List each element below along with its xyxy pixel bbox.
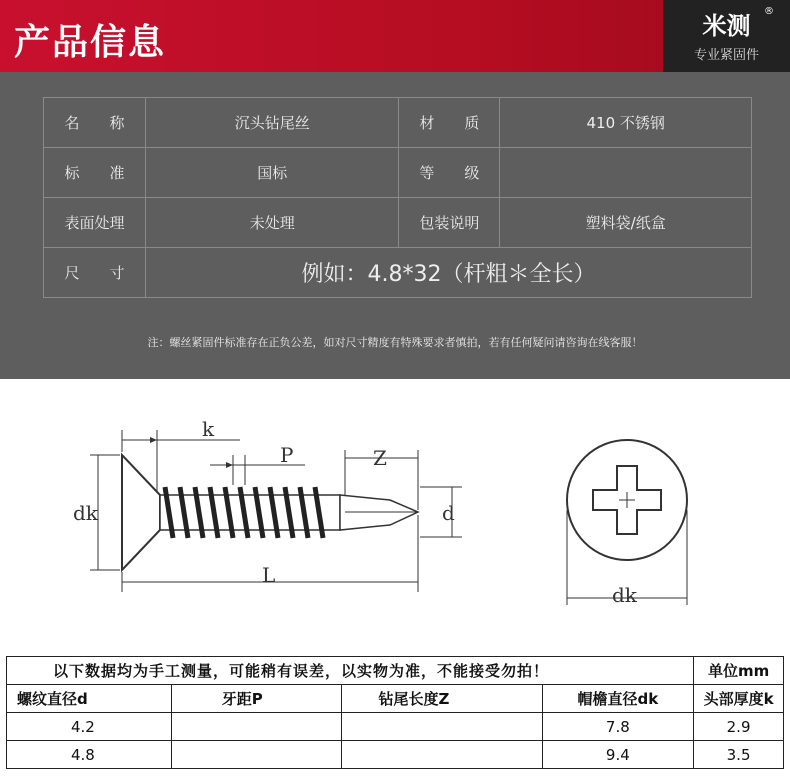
- cell-d: 4.2: [7, 713, 172, 741]
- table-row: [7, 713, 784, 741]
- surface-value: 未处理: [145, 198, 399, 248]
- cell-p: [171, 741, 342, 769]
- header-drill-length: 钻尾长度Z: [342, 685, 542, 713]
- label-l: L: [262, 563, 276, 587]
- label-dk: dk: [73, 501, 98, 525]
- spec-row: [44, 248, 752, 298]
- header-head-thickness: 头部厚度k: [694, 685, 784, 713]
- brand-subtitle: 专业紧固件: [693, 48, 759, 63]
- cell-d: 4.8: [7, 741, 172, 769]
- package-label: 包装说明: [399, 198, 500, 248]
- header-thread-diameter: 螺纹直径d: [7, 685, 172, 713]
- spec-row: [44, 198, 752, 248]
- dimension-table: [6, 656, 784, 769]
- size-label: 尺 寸: [44, 248, 146, 298]
- product-info-panel: [0, 72, 790, 379]
- standard-label: 标 准: [44, 148, 146, 198]
- name-label: 名 称: [44, 98, 146, 148]
- header-head-diameter: 帽檐直径dk: [542, 685, 694, 713]
- grade-label: 等 级: [399, 148, 500, 198]
- header-banner: [0, 0, 790, 72]
- label-d: d: [442, 501, 455, 525]
- brand-logo: [663, 0, 790, 72]
- dimension-note: 以下数据均为手工测量，可能稍有误差，以实物为准，不能接受勿拍！: [7, 657, 694, 685]
- brand-name: 米测: [702, 12, 751, 40]
- grade-value: [500, 148, 752, 198]
- label-p: P: [280, 443, 294, 467]
- label-z: Z: [373, 446, 387, 470]
- material-label: 材 质: [399, 98, 500, 148]
- name-value: 沉头钻尾丝: [145, 98, 399, 148]
- unit-label: 单位mm: [694, 657, 784, 685]
- top-view: [567, 440, 687, 605]
- page-title: 产品信息: [14, 22, 167, 63]
- spec-row: [44, 148, 752, 198]
- table-row: [7, 741, 784, 769]
- cell-z: [342, 741, 542, 769]
- cell-dk: 7.8: [542, 713, 694, 741]
- screw-diagram: [0, 400, 790, 630]
- surface-label: 表面处理: [44, 198, 146, 248]
- dimension-note-row: [7, 657, 784, 685]
- cell-k: 3.5: [694, 741, 784, 769]
- cell-k: 2.9: [694, 713, 784, 741]
- material-value: 410 不锈钢: [500, 98, 752, 148]
- side-view: [90, 430, 462, 592]
- header-pitch: 牙距P: [171, 685, 342, 713]
- dimension-header-row: [7, 685, 784, 713]
- spec-row: [44, 98, 752, 148]
- cell-z: [342, 713, 542, 741]
- label-k: k: [202, 417, 215, 441]
- cell-dk: 9.4: [542, 741, 694, 769]
- label-dk-top: dk: [612, 583, 637, 607]
- tolerance-note: 注：螺丝紧固件标准存在正负公差，如对尺寸精度有特殊要求者慎拍，若有任何疑问请咨询在线客服！: [147, 336, 643, 349]
- standard-value: 国标: [145, 148, 399, 198]
- cell-p: [171, 713, 342, 741]
- size-value: 例如：4.8*32（杆粗＊全长）: [145, 248, 751, 298]
- registered-mark: ®: [764, 6, 774, 17]
- spec-table: [43, 97, 752, 298]
- package-value: 塑料袋/纸盒: [500, 198, 752, 248]
